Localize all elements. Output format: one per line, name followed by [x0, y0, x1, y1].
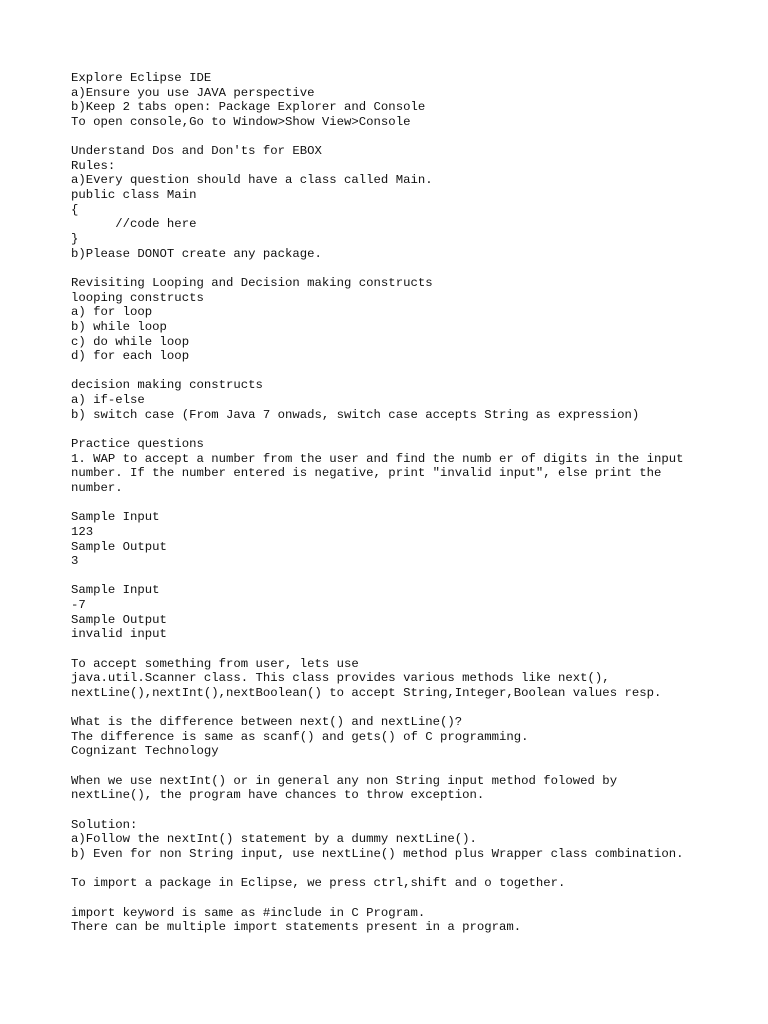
blank-line [71, 759, 751, 774]
text-line: To accept something from user, lets use [71, 656, 359, 671]
code-line: public class Main [71, 188, 197, 203]
text-line: invalid input [71, 627, 167, 642]
text-line: a)Ensure you use JAVA perspective [71, 85, 315, 100]
text-line: number. [71, 480, 123, 495]
text-line: What is the difference between next() and nextLine()? [71, 715, 463, 730]
text-line: When we use nextInt() or in general any non String input method folowed by [71, 773, 618, 788]
blank-line [71, 701, 751, 716]
text-line: Sample Output [71, 539, 167, 554]
text-line: decision making constructs [71, 378, 263, 393]
text-line: a)Follow the nextInt() statement by a dummy nextLine(). [71, 832, 477, 847]
text-line: 3 [71, 554, 79, 569]
text-line: nextLine(), the program have chances to throw exception. [71, 788, 485, 803]
text-line: Sample Input [71, 510, 160, 525]
text-line: looping constructs [71, 290, 204, 305]
text-line: a)Every question should have a class called Main. [71, 173, 433, 188]
text-line: b) Even for non String input, use nextLine() method plus Wrapper class combination. [71, 846, 684, 861]
blank-line [71, 422, 751, 437]
list-item: b) while loop [71, 319, 167, 334]
blank-line [71, 496, 751, 511]
text-line: The difference is same as scanf() and gets() of C programming. [71, 729, 529, 744]
code-line: { [71, 202, 79, 217]
list-item: b) switch case (From Java 7 onwads, switch case accepts String as expression) [71, 407, 640, 422]
blank-line [71, 364, 751, 379]
text-line: -7 [71, 598, 86, 613]
text-line: To import a package in Eclipse, we press ctrl,shift and o together. [71, 876, 566, 891]
list-item: c) do while loop [71, 334, 190, 349]
blank-line [71, 803, 751, 818]
document-page [71, 71, 751, 935]
text-line: 1. WAP to accept a number from the user and find the numb er of digits in the input [71, 451, 684, 466]
list-item: a) if-else [71, 393, 145, 408]
text-line: Rules: [71, 158, 116, 173]
text-line: Cognizant Technology [71, 744, 219, 759]
list-item: a) for loop [71, 305, 153, 320]
text-line: Sample Input [71, 583, 160, 598]
text-line: There can be multiple import statements present in a program. [71, 920, 522, 935]
text-line: Understand Dos and Don'ts for EBOX [71, 144, 322, 159]
blank-line [71, 130, 751, 145]
text-line: Explore Eclipse IDE [71, 71, 212, 85]
text-line: b)Keep 2 tabs open: Package Explorer and Console [71, 100, 426, 115]
text-line: b)Please DONOT create any package. [71, 246, 322, 261]
list-item: d) for each loop [71, 349, 190, 364]
code-line: //code here [71, 217, 197, 232]
code-line: } [71, 232, 79, 247]
blank-line [71, 261, 751, 276]
text-line: Practice questions [71, 437, 204, 452]
text-line: 123 [71, 524, 94, 539]
text-line: To open console,Go to Window>Show View>Console [71, 114, 411, 129]
text-line: Revisiting Looping and Decision making constructs [71, 275, 433, 290]
blank-line [71, 862, 751, 877]
text-line: java.util.Scanner class. This class provides various methods like next(), [71, 671, 610, 686]
text-line: number. If the number entered is negative, print "invalid input", else print the [71, 466, 662, 481]
blank-line [71, 891, 751, 906]
text-line: nextLine(),nextInt(),nextBoolean() to accept String,Integer,Boolean values resp. [71, 685, 662, 700]
blank-line [71, 569, 751, 584]
blank-line [71, 642, 751, 657]
text-line: import keyword is same as #include in C Program. [71, 905, 426, 920]
text-line: Solution: [71, 817, 138, 832]
text-line: Sample Output [71, 612, 167, 627]
